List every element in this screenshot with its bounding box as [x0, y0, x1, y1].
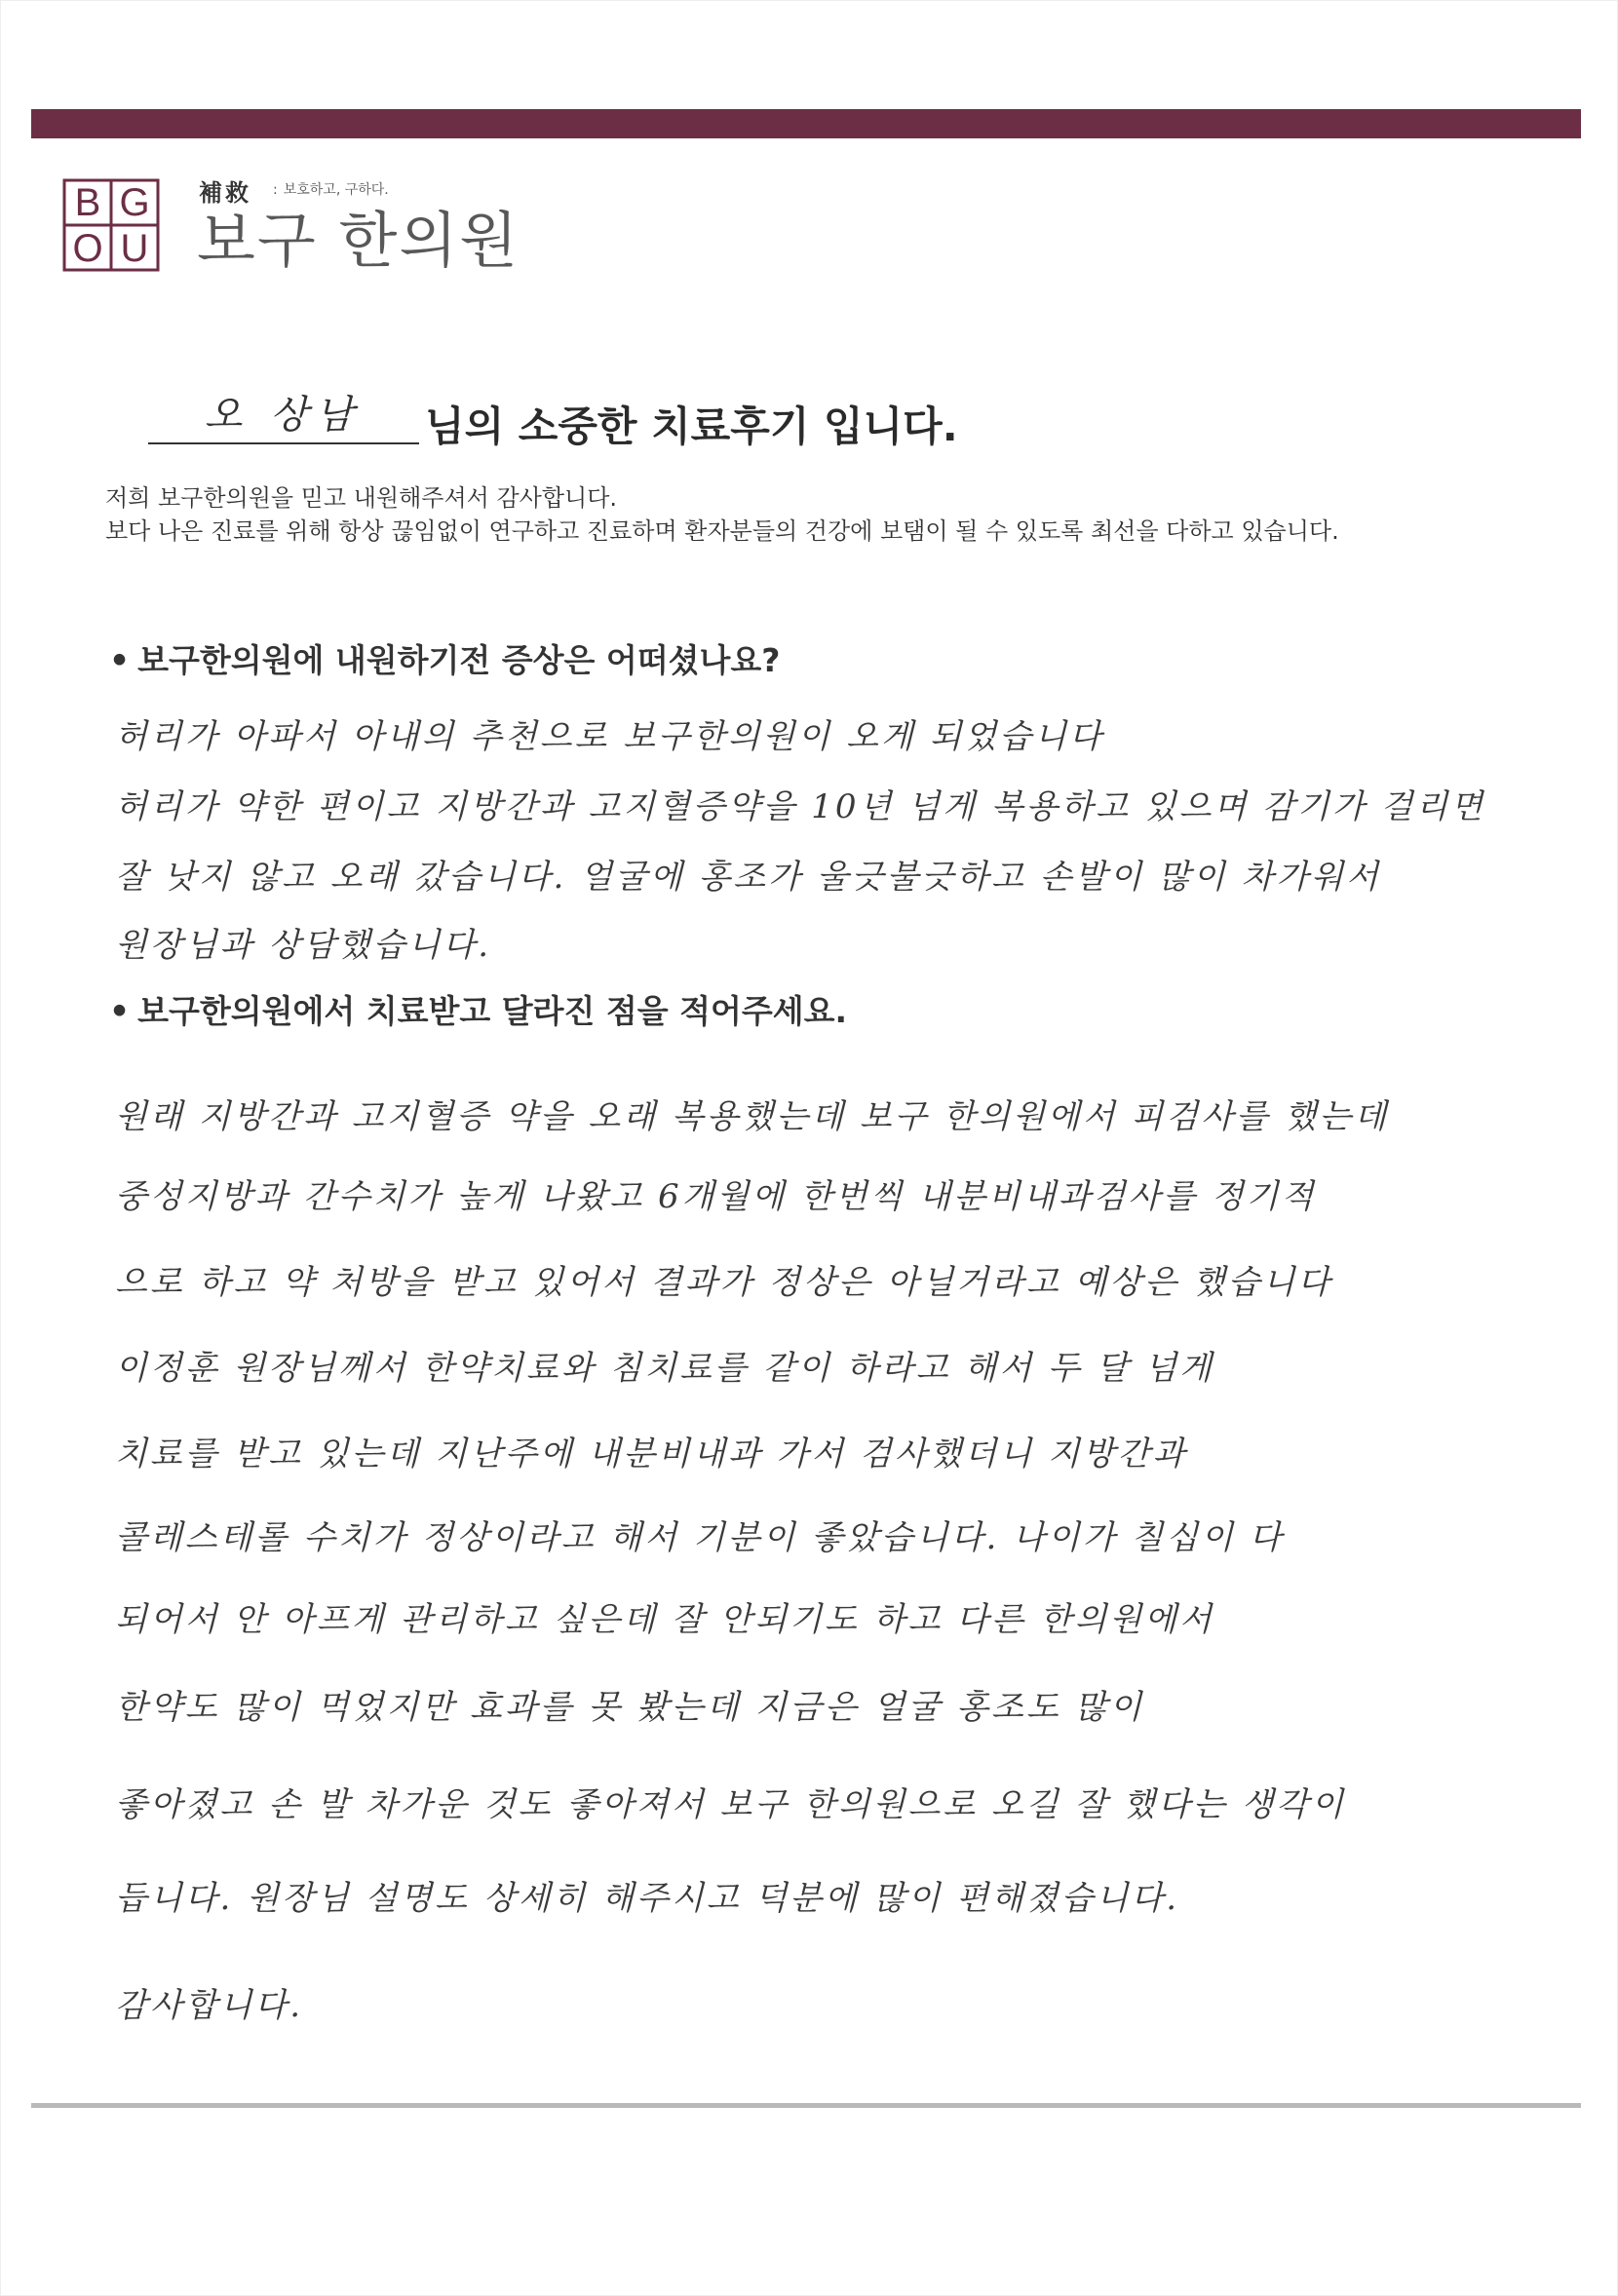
- question-label: 보구한의원에서 치료받고 달라진 점을 적어주세요.: [137, 992, 848, 1030]
- bullet: •: [109, 992, 131, 1030]
- tagline-text: 보호하고, 구하다.: [283, 182, 389, 198]
- answer-line: 허리가 약한 편이고 지방간과 고지혈증약을 10년 넘게 복용하고 있으며 감기가 걸리면: [115, 787, 1486, 826]
- answer-line: 허리가 아파서 아내의 추천으로 보구한의원이 오게 되었습니다: [115, 717, 1104, 756]
- answer-line: 감사합니다.: [115, 1986, 304, 2025]
- intro-line: 저희 보구한의원을 믿고 내원해주셔서 감사합니다.: [105, 484, 618, 512]
- brand-tagline: [273, 179, 389, 199]
- page-title: 님의 소중한 치료후기 입니다.: [425, 402, 958, 450]
- patient-name: 오 상남: [204, 393, 362, 438]
- logo-letter-u: U: [120, 227, 149, 270]
- footer-rule: [31, 2103, 1581, 2108]
- bullet: •: [109, 641, 131, 679]
- answer-line: 듭니다. 원장님 설명도 상세히 해주시고 덕분에 많이 편해졌습니다.: [115, 1879, 1180, 1918]
- intro-line: 보다 나은 진료를 위해 항상 끊임없이 연구하고 진료하며 환자분들의 건강에 보탬이 될 수 있도록 최선을 다하고 있습니다.: [105, 517, 1339, 545]
- tagline-separator: :: [273, 182, 278, 198]
- answer-line: 이정훈 원장님께서 한약치료와 침치료를 같이 하라고 해서 두 달 넘게: [115, 1349, 1214, 1388]
- logo-letter-o: O: [72, 227, 103, 270]
- answer-line: 잘 낫지 않고 오래 갔습니다. 얼굴에 홍조가 울긋불긋하고 손발이 많이 차가워서: [115, 858, 1381, 897]
- clinic-name: 보구 한의원: [197, 205, 520, 276]
- logo-letter-b: B: [74, 181, 101, 224]
- brand-hanja: 補救: [199, 178, 251, 207]
- header-bar: [31, 109, 1581, 138]
- name-underline: [148, 442, 419, 444]
- answer-line: 좋아졌고 손 발 차가운 것도 좋아져서 보구 한의원으로 오길 잘 했다는 생각이: [115, 1785, 1347, 1824]
- answer-line: 원래 지방간과 고지혈증 약을 오래 복용했는데 보구 한의원에서 피검사를 했는데: [115, 1097, 1390, 1136]
- intro-text: [105, 481, 1339, 548]
- answer-line: 되어서 안 아프게 관리하고 싶은데 잘 안되기도 하고 다른 한의원에서: [115, 1600, 1214, 1639]
- bogu-logo: [62, 178, 160, 272]
- question-before: [109, 635, 780, 681]
- answer-line: 중성지방과 간수치가 높게 나왔고 6개월에 한번씩 내분비내과검사를 정기적: [115, 1177, 1317, 1216]
- question-label: 보구한의원에 내원하기전 증상은 어떠셨나요?: [137, 641, 781, 679]
- answer-line: 으로 하고 약 처방을 받고 있어서 결과가 정상은 아닐거라고 예상은 했습니다: [115, 1263, 1333, 1302]
- logo-letter-g: G: [119, 181, 150, 224]
- answer-line: 원장님과 상담했습니다.: [115, 926, 492, 965]
- answer-line: 콜레스테롤 수치가 정상이라고 해서 기분이 좋았습니다. 나이가 칠십이 다: [115, 1518, 1285, 1557]
- answer-line: 치료를 받고 있는데 지난주에 내분비내과 가서 검사했더니 지방간과: [115, 1435, 1188, 1473]
- question-after: [109, 986, 847, 1032]
- answer-line: 한약도 많이 먹었지만 효과를 못 봤는데 지금은 얼굴 홍조도 많이: [115, 1688, 1145, 1727]
